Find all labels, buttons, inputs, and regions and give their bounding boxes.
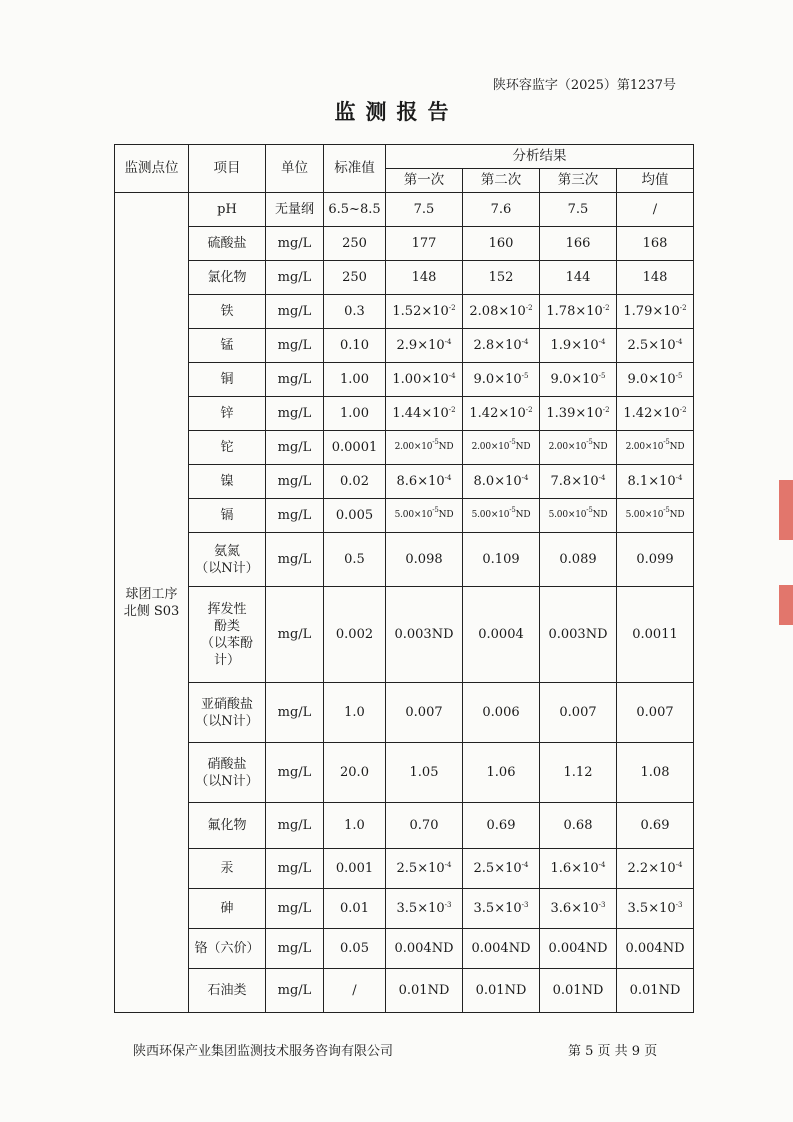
table-row: [115, 193, 694, 227]
result-first-cell: 0.098: [386, 533, 463, 587]
unit-cell: mg/L: [266, 363, 324, 397]
result-third-cell: 0.089: [540, 533, 617, 587]
table-row: [115, 803, 694, 849]
item-cell: 氯化物: [189, 261, 266, 295]
table-row: [115, 431, 694, 465]
result-first-cell: 0.01ND: [386, 969, 463, 1013]
table-row: [115, 849, 694, 889]
result-first-cell: 0.70: [386, 803, 463, 849]
average-cell: 168: [617, 227, 694, 261]
result-third-cell: 166: [540, 227, 617, 261]
average-cell: $5.00\times 10^{-5}ND$: [617, 499, 694, 533]
item-cell: 锌: [189, 397, 266, 431]
result-first-cell: $2.5\times 10^{-4}$: [386, 849, 463, 889]
standard-cell: 0.002: [324, 587, 386, 683]
result-third-cell: 0.003ND: [540, 587, 617, 683]
col-header-second: 第二次: [463, 169, 540, 193]
col-header-results: 分析结果: [386, 145, 694, 169]
average-cell: $1.42\times 10^{-2}$: [617, 397, 694, 431]
item-cell: 氟化物: [189, 803, 266, 849]
average-cell: 0.01ND: [617, 969, 694, 1013]
table-row: [115, 363, 694, 397]
item-cell: 汞: [189, 849, 266, 889]
result-third-cell: 0.68: [540, 803, 617, 849]
item-cell: 亚硝酸盐 （以N计）: [189, 683, 266, 743]
result-second-cell: 1.06: [463, 743, 540, 803]
result-second-cell: 160: [463, 227, 540, 261]
average-cell: $2.00\times 10^{-5}ND$: [617, 431, 694, 465]
company-name: 陕西环保产业集团监测技术服务咨询有限公司: [133, 1044, 394, 1059]
average-cell: $3.5\times 10^{-3}$: [617, 889, 694, 929]
item-cell: 锰: [189, 329, 266, 363]
item-cell: 砷: [189, 889, 266, 929]
unit-cell: mg/L: [266, 499, 324, 533]
standard-cell: 0.0001: [324, 431, 386, 465]
average-cell: /: [617, 193, 694, 227]
item-cell: 铁: [189, 295, 266, 329]
table-row: [115, 397, 694, 431]
standard-cell: 0.10: [324, 329, 386, 363]
average-cell: 148: [617, 261, 694, 295]
result-second-cell: 0.109: [463, 533, 540, 587]
result-first-cell: $5.00\times 10^{-5}ND$: [386, 499, 463, 533]
item-cell: pH: [189, 193, 266, 227]
result-second-cell: $1.42\times 10^{-2}$: [463, 397, 540, 431]
col-header-first: 第一次: [386, 169, 463, 193]
result-first-cell: 1.05: [386, 743, 463, 803]
standard-cell: 1.0: [324, 683, 386, 743]
average-cell: $2.2\times 10^{-4}$: [617, 849, 694, 889]
result-second-cell: 152: [463, 261, 540, 295]
monitoring-point-cell: 球团工序 北侧 S03: [115, 193, 189, 1013]
item-cell: 镉: [189, 499, 266, 533]
result-first-cell: 7.5: [386, 193, 463, 227]
standard-cell: 0.05: [324, 929, 386, 969]
unit-cell: mg/L: [266, 261, 324, 295]
average-cell: $1.79\times 10^{-2}$: [617, 295, 694, 329]
result-first-cell: $2.00\times 10^{-5}ND$: [386, 431, 463, 465]
unit-cell: 无量纲: [266, 193, 324, 227]
result-third-cell: 1.12: [540, 743, 617, 803]
table-row: [115, 743, 694, 803]
col-header-standard: 标准值: [324, 145, 386, 193]
result-second-cell: 0.01ND: [463, 969, 540, 1013]
result-second-cell: $9.0\times 10^{-5}$: [463, 363, 540, 397]
unit-cell: mg/L: [266, 683, 324, 743]
unit-cell: mg/L: [266, 929, 324, 969]
unit-cell: mg/L: [266, 533, 324, 587]
result-second-cell: $5.00\times 10^{-5}ND$: [463, 499, 540, 533]
item-cell: 挥发性 酚类 （以苯酚 计）: [189, 587, 266, 683]
result-first-cell: $3.5\times 10^{-3}$: [386, 889, 463, 929]
unit-cell: mg/L: [266, 329, 324, 363]
result-second-cell: $2.5\times 10^{-4}$: [463, 849, 540, 889]
standard-cell: 6.5~8.5: [324, 193, 386, 227]
result-first-cell: $2.9\times 10^{-4}$: [386, 329, 463, 363]
result-first-cell: 0.003ND: [386, 587, 463, 683]
result-third-cell: $1.6\times 10^{-4}$: [540, 849, 617, 889]
result-second-cell: 0.004ND: [463, 929, 540, 969]
result-third-cell: 144: [540, 261, 617, 295]
result-third-cell: $1.78\times 10^{-2}$: [540, 295, 617, 329]
standard-cell: 0.005: [324, 499, 386, 533]
result-third-cell: $9.0\times 10^{-5}$: [540, 363, 617, 397]
result-first-cell: $1.00\times 10^{-4}$: [386, 363, 463, 397]
result-second-cell: 0.006: [463, 683, 540, 743]
standard-cell: 0.02: [324, 465, 386, 499]
average-cell: 1.08: [617, 743, 694, 803]
table-row: [115, 683, 694, 743]
col-header-item: 项目: [189, 145, 266, 193]
item-cell: 硫酸盐: [189, 227, 266, 261]
result-first-cell: $8.6\times 10^{-4}$: [386, 465, 463, 499]
col-header-unit: 单位: [266, 145, 324, 193]
standard-cell: 0.001: [324, 849, 386, 889]
average-cell: 0.0011: [617, 587, 694, 683]
table-row: [115, 929, 694, 969]
unit-cell: mg/L: [266, 465, 324, 499]
unit-cell: mg/L: [266, 803, 324, 849]
result-third-cell: $1.9\times 10^{-4}$: [540, 329, 617, 363]
table-row: [115, 587, 694, 683]
table-row: [115, 329, 694, 363]
result-third-cell: $3.6\times 10^{-3}$: [540, 889, 617, 929]
unit-cell: mg/L: [266, 849, 324, 889]
standard-cell: 250: [324, 261, 386, 295]
standard-cell: 0.5: [324, 533, 386, 587]
result-first-cell: 0.007: [386, 683, 463, 743]
result-third-cell: $1.39\times 10^{-2}$: [540, 397, 617, 431]
table-row: [115, 465, 694, 499]
item-cell: 铊: [189, 431, 266, 465]
item-cell: 硝酸盐 （以N计）: [189, 743, 266, 803]
item-cell: 铜: [189, 363, 266, 397]
results-table: [114, 144, 694, 1013]
item-cell: 氨氮 （以N计）: [189, 533, 266, 587]
average-cell: $9.0\times 10^{-5}$: [617, 363, 694, 397]
result-second-cell: $3.5\times 10^{-3}$: [463, 889, 540, 929]
standard-cell: 250: [324, 227, 386, 261]
red-seal-fragment: [779, 480, 793, 540]
average-cell: $8.1\times 10^{-4}$: [617, 465, 694, 499]
result-second-cell: $2.08\times 10^{-2}$: [463, 295, 540, 329]
standard-cell: /: [324, 969, 386, 1013]
result-second-cell: $8.0\times 10^{-4}$: [463, 465, 540, 499]
result-third-cell: $2.00\times 10^{-5}ND$: [540, 431, 617, 465]
unit-cell: mg/L: [266, 889, 324, 929]
col-header-third: 第三次: [540, 169, 617, 193]
unit-cell: mg/L: [266, 743, 324, 803]
standard-cell: 20.0: [324, 743, 386, 803]
unit-cell: mg/L: [266, 969, 324, 1013]
average-cell: 0.007: [617, 683, 694, 743]
unit-cell: mg/L: [266, 295, 324, 329]
red-seal-fragment: [779, 585, 793, 625]
table-row: [115, 499, 694, 533]
average-cell: $2.5\times 10^{-4}$: [617, 329, 694, 363]
result-second-cell: $2.00\times 10^{-5}ND$: [463, 431, 540, 465]
standard-cell: 0.01: [324, 889, 386, 929]
result-first-cell: 177: [386, 227, 463, 261]
result-second-cell: 7.6: [463, 193, 540, 227]
table-row: [115, 227, 694, 261]
col-header-point: 监测点位: [115, 145, 189, 193]
standard-cell: 1.0: [324, 803, 386, 849]
table-row: [115, 889, 694, 929]
result-first-cell: 148: [386, 261, 463, 295]
average-cell: 0.69: [617, 803, 694, 849]
result-third-cell: 7.5: [540, 193, 617, 227]
page-number: 第 5 页 共 9 页: [568, 1044, 658, 1059]
unit-cell: mg/L: [266, 431, 324, 465]
unit-cell: mg/L: [266, 227, 324, 261]
result-third-cell: $7.8\times 10^{-4}$: [540, 465, 617, 499]
result-third-cell: 0.007: [540, 683, 617, 743]
page-title: 监测报告: [334, 99, 459, 124]
unit-cell: mg/L: [266, 587, 324, 683]
average-cell: 0.004ND: [617, 929, 694, 969]
unit-cell: mg/L: [266, 397, 324, 431]
standard-cell: 1.00: [324, 363, 386, 397]
standard-cell: 0.3: [324, 295, 386, 329]
col-header-avg: 均值: [617, 169, 694, 193]
table-row: [115, 261, 694, 295]
table-row: [115, 295, 694, 329]
table-row: [115, 533, 694, 587]
result-third-cell: 0.01ND: [540, 969, 617, 1013]
result-third-cell: 0.004ND: [540, 929, 617, 969]
table-row: [115, 969, 694, 1013]
result-second-cell: $2.8\times 10^{-4}$: [463, 329, 540, 363]
item-cell: 铬（六价）: [189, 929, 266, 969]
result-second-cell: 0.69: [463, 803, 540, 849]
result-third-cell: $5.00\times 10^{-5}ND$: [540, 499, 617, 533]
standard-cell: 1.00: [324, 397, 386, 431]
result-second-cell: 0.0004: [463, 587, 540, 683]
item-cell: 石油类: [189, 969, 266, 1013]
result-first-cell: 0.004ND: [386, 929, 463, 969]
result-first-cell: $1.44\times 10^{-2}$: [386, 397, 463, 431]
document-number: 陕环容监字（2025）第1237号: [492, 78, 676, 93]
average-cell: 0.099: [617, 533, 694, 587]
item-cell: 镍: [189, 465, 266, 499]
result-first-cell: $1.52\times 10^{-2}$: [386, 295, 463, 329]
